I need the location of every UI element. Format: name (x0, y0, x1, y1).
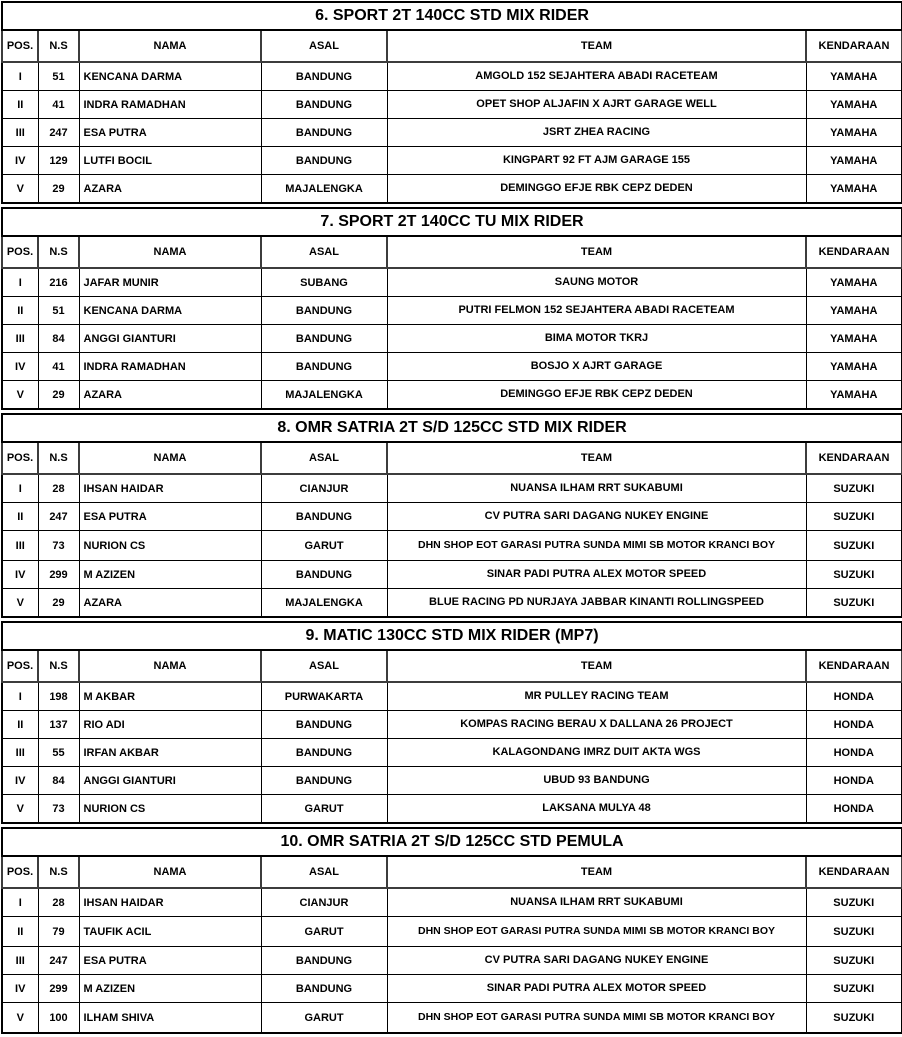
team-cell: DHN SHOP EOT GARASI PUTRA SUNDA MIMI SB MOTOR KRANCI BOY (387, 1003, 806, 1034)
team-cell: LAKSANA MULYA 48 (387, 795, 806, 824)
pos-cell: IV (2, 147, 38, 175)
pos-cell: III (2, 119, 38, 147)
table-title-row (2, 208, 902, 236)
table-header-row (2, 856, 902, 888)
kendaraan-cell: SUZUKI (806, 561, 902, 589)
nama-cell: AZARA (79, 381, 261, 410)
table-title-row (2, 414, 902, 442)
asal-cell: BANDUNG (261, 739, 387, 767)
table-row (2, 589, 902, 618)
asal-cell: SUBANG (261, 268, 387, 297)
column-header-nama: NAMA (79, 650, 261, 682)
nama-cell: LUTFI BOCIL (79, 147, 261, 175)
team-cell: SINAR PADI PUTRA ALEX MOTOR SPEED (387, 975, 806, 1003)
table-row (2, 381, 902, 410)
ns-cell: 51 (38, 297, 79, 325)
table-row (2, 561, 902, 589)
kendaraan-cell: SUZUKI (806, 589, 902, 618)
table-row (2, 474, 902, 503)
pos-cell: IV (2, 561, 38, 589)
kendaraan-cell: SUZUKI (806, 917, 902, 947)
table-header-row (2, 30, 902, 62)
kendaraan-cell: YAMAHA (806, 297, 902, 325)
asal-cell: BANDUNG (261, 325, 387, 353)
table-row (2, 975, 902, 1003)
team-cell: MR PULLEY RACING TEAM (387, 682, 806, 711)
asal-cell: CIANJUR (261, 888, 387, 917)
ns-cell: 41 (38, 91, 79, 119)
pos-cell: III (2, 947, 38, 975)
team-cell: SAUNG MOTOR (387, 268, 806, 297)
asal-cell: GARUT (261, 917, 387, 947)
team-cell: BOSJO X AJRT GARAGE (387, 353, 806, 381)
nama-cell: ILHAM SHIVA (79, 1003, 261, 1034)
kendaraan-cell: SUZUKI (806, 888, 902, 917)
column-header-asal: ASAL (261, 856, 387, 888)
table-row (2, 353, 902, 381)
kendaraan-cell: SUZUKI (806, 474, 902, 503)
table-row (2, 503, 902, 531)
nama-cell: IHSAN HAIDAR (79, 888, 261, 917)
asal-cell: GARUT (261, 531, 387, 561)
team-cell: OPET SHOP ALJAFIN X AJRT GARAGE WELL (387, 91, 806, 119)
column-header-asal: ASAL (261, 442, 387, 474)
ns-cell: 41 (38, 353, 79, 381)
ns-cell: 198 (38, 682, 79, 711)
nama-cell: IHSAN HAIDAR (79, 474, 261, 503)
kendaraan-cell: YAMAHA (806, 381, 902, 410)
ns-cell: 216 (38, 268, 79, 297)
race-class-table (1, 1, 902, 204)
ns-cell: 73 (38, 795, 79, 824)
team-cell: PUTRI FELMON 152 SEJAHTERA ABADI RACETEAM (387, 297, 806, 325)
team-cell: UBUD 93 BANDUNG (387, 767, 806, 795)
nama-cell: IRFAN AKBAR (79, 739, 261, 767)
column-header-nama: NAMA (79, 30, 261, 62)
kendaraan-cell: SUZUKI (806, 1003, 902, 1034)
asal-cell: BANDUNG (261, 975, 387, 1003)
pos-cell: V (2, 381, 38, 410)
column-header-asal: ASAL (261, 650, 387, 682)
ns-cell: 28 (38, 888, 79, 917)
team-cell: KOMPAS RACING BERAU X DALLANA 26 PROJECT (387, 711, 806, 739)
nama-cell: NURION CS (79, 531, 261, 561)
table-title: 10. OMR SATRIA 2T S/D 125CC STD PEMULA (2, 828, 902, 856)
ns-cell: 84 (38, 325, 79, 353)
nama-cell: NURION CS (79, 795, 261, 824)
kendaraan-cell: YAMAHA (806, 62, 902, 91)
table-row (2, 531, 902, 561)
pos-cell: II (2, 503, 38, 531)
pos-cell: III (2, 325, 38, 353)
table-row (2, 682, 902, 711)
asal-cell: BANDUNG (261, 91, 387, 119)
race-class-table (1, 827, 902, 1034)
asal-cell: MAJALENGKA (261, 589, 387, 618)
pos-cell: I (2, 62, 38, 91)
asal-cell: BANDUNG (261, 767, 387, 795)
kendaraan-cell: SUZUKI (806, 975, 902, 1003)
table-title: 8. OMR SATRIA 2T S/D 125CC STD MIX RIDER (2, 414, 902, 442)
table-row (2, 119, 902, 147)
ns-cell: 247 (38, 119, 79, 147)
table-row (2, 91, 902, 119)
table-row (2, 325, 902, 353)
table-title: 9. MATIC 130CC STD MIX RIDER (MP7) (2, 622, 902, 650)
race-class-table (1, 413, 902, 618)
pos-cell: II (2, 917, 38, 947)
pos-cell: I (2, 474, 38, 503)
ns-cell: 29 (38, 381, 79, 410)
column-header-kendaraan: KENDARAAN (806, 30, 902, 62)
team-cell: JSRT ZHEA RACING (387, 119, 806, 147)
table-body (2, 888, 902, 1033)
ns-cell: 129 (38, 147, 79, 175)
asal-cell: MAJALENGKA (261, 381, 387, 410)
asal-cell: BANDUNG (261, 62, 387, 91)
table-title: 6. SPORT 2T 140CC STD MIX RIDER (2, 2, 902, 30)
nama-cell: M AZIZEN (79, 975, 261, 1003)
table-header-row (2, 236, 902, 268)
table-row (2, 767, 902, 795)
nama-cell: ESA PUTRA (79, 947, 261, 975)
ns-cell: 51 (38, 62, 79, 91)
ns-cell: 55 (38, 739, 79, 767)
column-header-asal: ASAL (261, 30, 387, 62)
pos-cell: II (2, 91, 38, 119)
column-header-team: TEAM (387, 236, 806, 268)
column-header-nama: NAMA (79, 236, 261, 268)
team-cell: CV PUTRA SARI DAGANG NUKEY ENGINE (387, 947, 806, 975)
nama-cell: ESA PUTRA (79, 503, 261, 531)
nama-cell: AZARA (79, 175, 261, 204)
table-header-row (2, 650, 902, 682)
kendaraan-cell: YAMAHA (806, 147, 902, 175)
kendaraan-cell: HONDA (806, 739, 902, 767)
kendaraan-cell: SUZUKI (806, 503, 902, 531)
pos-cell: V (2, 175, 38, 204)
table-title-row (2, 2, 902, 30)
pos-cell: V (2, 795, 38, 824)
nama-cell: ANGGI GIANTURI (79, 325, 261, 353)
table-title-row (2, 622, 902, 650)
pos-cell: II (2, 711, 38, 739)
team-cell: NUANSA ILHAM RRT SUKABUMI (387, 888, 806, 917)
team-cell: BIMA MOTOR TKRJ (387, 325, 806, 353)
asal-cell: GARUT (261, 1003, 387, 1034)
asal-cell: BANDUNG (261, 947, 387, 975)
kendaraan-cell: YAMAHA (806, 119, 902, 147)
table-body (2, 268, 902, 409)
column-header-ns: N.S (38, 442, 79, 474)
pos-cell: II (2, 297, 38, 325)
table-row (2, 739, 902, 767)
ns-cell: 247 (38, 947, 79, 975)
kendaraan-cell: YAMAHA (806, 91, 902, 119)
team-cell: KALAGONDANG IMRZ DUIT AKTA WGS (387, 739, 806, 767)
column-header-asal: ASAL (261, 236, 387, 268)
kendaraan-cell: SUZUKI (806, 531, 902, 561)
nama-cell: M AKBAR (79, 682, 261, 711)
table-row (2, 795, 902, 824)
kendaraan-cell: YAMAHA (806, 325, 902, 353)
asal-cell: CIANJUR (261, 474, 387, 503)
pos-cell: V (2, 589, 38, 618)
asal-cell: BANDUNG (261, 119, 387, 147)
column-header-ns: N.S (38, 236, 79, 268)
kendaraan-cell: HONDA (806, 682, 902, 711)
team-cell: DEMINGGO EFJE RBK CEPZ DEDEN (387, 175, 806, 204)
team-cell: KINGPART 92 FT AJM GARAGE 155 (387, 147, 806, 175)
column-header-kendaraan: KENDARAAN (806, 650, 902, 682)
table-body (2, 62, 902, 203)
table-row (2, 297, 902, 325)
table-body (2, 682, 902, 823)
column-header-team: TEAM (387, 856, 806, 888)
asal-cell: BANDUNG (261, 353, 387, 381)
team-cell: BLUE RACING PD NURJAYA JABBAR KINANTI ROLLINGSPEED (387, 589, 806, 618)
team-cell: SINAR PADI PUTRA ALEX MOTOR SPEED (387, 561, 806, 589)
kendaraan-cell: HONDA (806, 795, 902, 824)
ns-cell: 299 (38, 975, 79, 1003)
asal-cell: BANDUNG (261, 711, 387, 739)
ns-cell: 73 (38, 531, 79, 561)
column-header-pos: POS. (2, 650, 38, 682)
ns-cell: 29 (38, 589, 79, 618)
team-cell: CV PUTRA SARI DAGANG NUKEY ENGINE (387, 503, 806, 531)
nama-cell: RIO ADI (79, 711, 261, 739)
pos-cell: I (2, 888, 38, 917)
pos-cell: III (2, 531, 38, 561)
asal-cell: GARUT (261, 795, 387, 824)
ns-cell: 29 (38, 175, 79, 204)
asal-cell: BANDUNG (261, 147, 387, 175)
column-header-kendaraan: KENDARAAN (806, 236, 902, 268)
nama-cell: KENCANA DARMA (79, 62, 261, 91)
table-row (2, 711, 902, 739)
nama-cell: JAFAR MUNIR (79, 268, 261, 297)
nama-cell: TAUFIK ACIL (79, 917, 261, 947)
asal-cell: MAJALENGKA (261, 175, 387, 204)
column-header-pos: POS. (2, 236, 38, 268)
asal-cell: PURWAKARTA (261, 682, 387, 711)
table-row (2, 268, 902, 297)
pos-cell: IV (2, 975, 38, 1003)
nama-cell: ANGGI GIANTURI (79, 767, 261, 795)
team-cell: AMGOLD 152 SEJAHTERA ABADI RACETEAM (387, 62, 806, 91)
column-header-nama: NAMA (79, 442, 261, 474)
column-header-ns: N.S (38, 650, 79, 682)
nama-cell: INDRA RAMADHAN (79, 91, 261, 119)
ns-cell: 79 (38, 917, 79, 947)
kendaraan-cell: HONDA (806, 711, 902, 739)
kendaraan-cell: YAMAHA (806, 175, 902, 204)
nama-cell: INDRA RAMADHAN (79, 353, 261, 381)
nama-cell: M AZIZEN (79, 561, 261, 589)
pos-cell: III (2, 739, 38, 767)
pos-cell: I (2, 268, 38, 297)
ns-cell: 247 (38, 503, 79, 531)
asal-cell: BANDUNG (261, 561, 387, 589)
kendaraan-cell: HONDA (806, 767, 902, 795)
nama-cell: ESA PUTRA (79, 119, 261, 147)
table-body (2, 474, 902, 617)
column-header-kendaraan: KENDARAAN (806, 856, 902, 888)
ns-cell: 137 (38, 711, 79, 739)
pos-cell: V (2, 1003, 38, 1034)
nama-cell: KENCANA DARMA (79, 297, 261, 325)
table-row (2, 947, 902, 975)
nama-cell: AZARA (79, 589, 261, 618)
column-header-pos: POS. (2, 442, 38, 474)
race-class-table (1, 621, 902, 824)
table-row (2, 1003, 902, 1034)
kendaraan-cell: YAMAHA (806, 268, 902, 297)
asal-cell: BANDUNG (261, 503, 387, 531)
team-cell: DEMINGGO EFJE RBK CEPZ DEDEN (387, 381, 806, 410)
column-header-pos: POS. (2, 856, 38, 888)
table-row (2, 62, 902, 91)
ns-cell: 299 (38, 561, 79, 589)
pos-cell: IV (2, 353, 38, 381)
table-header-row (2, 442, 902, 474)
table-title-row (2, 828, 902, 856)
table-row (2, 917, 902, 947)
team-cell: NUANSA ILHAM RRT SUKABUMI (387, 474, 806, 503)
table-row (2, 147, 902, 175)
column-header-ns: N.S (38, 856, 79, 888)
ns-cell: 84 (38, 767, 79, 795)
column-header-team: TEAM (387, 442, 806, 474)
pos-cell: IV (2, 767, 38, 795)
column-header-team: TEAM (387, 30, 806, 62)
column-header-ns: N.S (38, 30, 79, 62)
team-cell: DHN SHOP EOT GARASI PUTRA SUNDA MIMI SB MOTOR KRANCI BOY (387, 531, 806, 561)
table-row (2, 175, 902, 204)
column-header-kendaraan: KENDARAAN (806, 442, 902, 474)
ns-cell: 100 (38, 1003, 79, 1034)
kendaraan-cell: YAMAHA (806, 353, 902, 381)
pos-cell: I (2, 682, 38, 711)
table-title: 7. SPORT 2T 140CC TU MIX RIDER (2, 208, 902, 236)
column-header-nama: NAMA (79, 856, 261, 888)
ns-cell: 28 (38, 474, 79, 503)
table-row (2, 888, 902, 917)
kendaraan-cell: SUZUKI (806, 947, 902, 975)
asal-cell: BANDUNG (261, 297, 387, 325)
race-class-table (1, 207, 902, 410)
column-header-team: TEAM (387, 650, 806, 682)
team-cell: DHN SHOP EOT GARASI PUTRA SUNDA MIMI SB MOTOR KRANCI BOY (387, 917, 806, 947)
column-header-pos: POS. (2, 30, 38, 62)
